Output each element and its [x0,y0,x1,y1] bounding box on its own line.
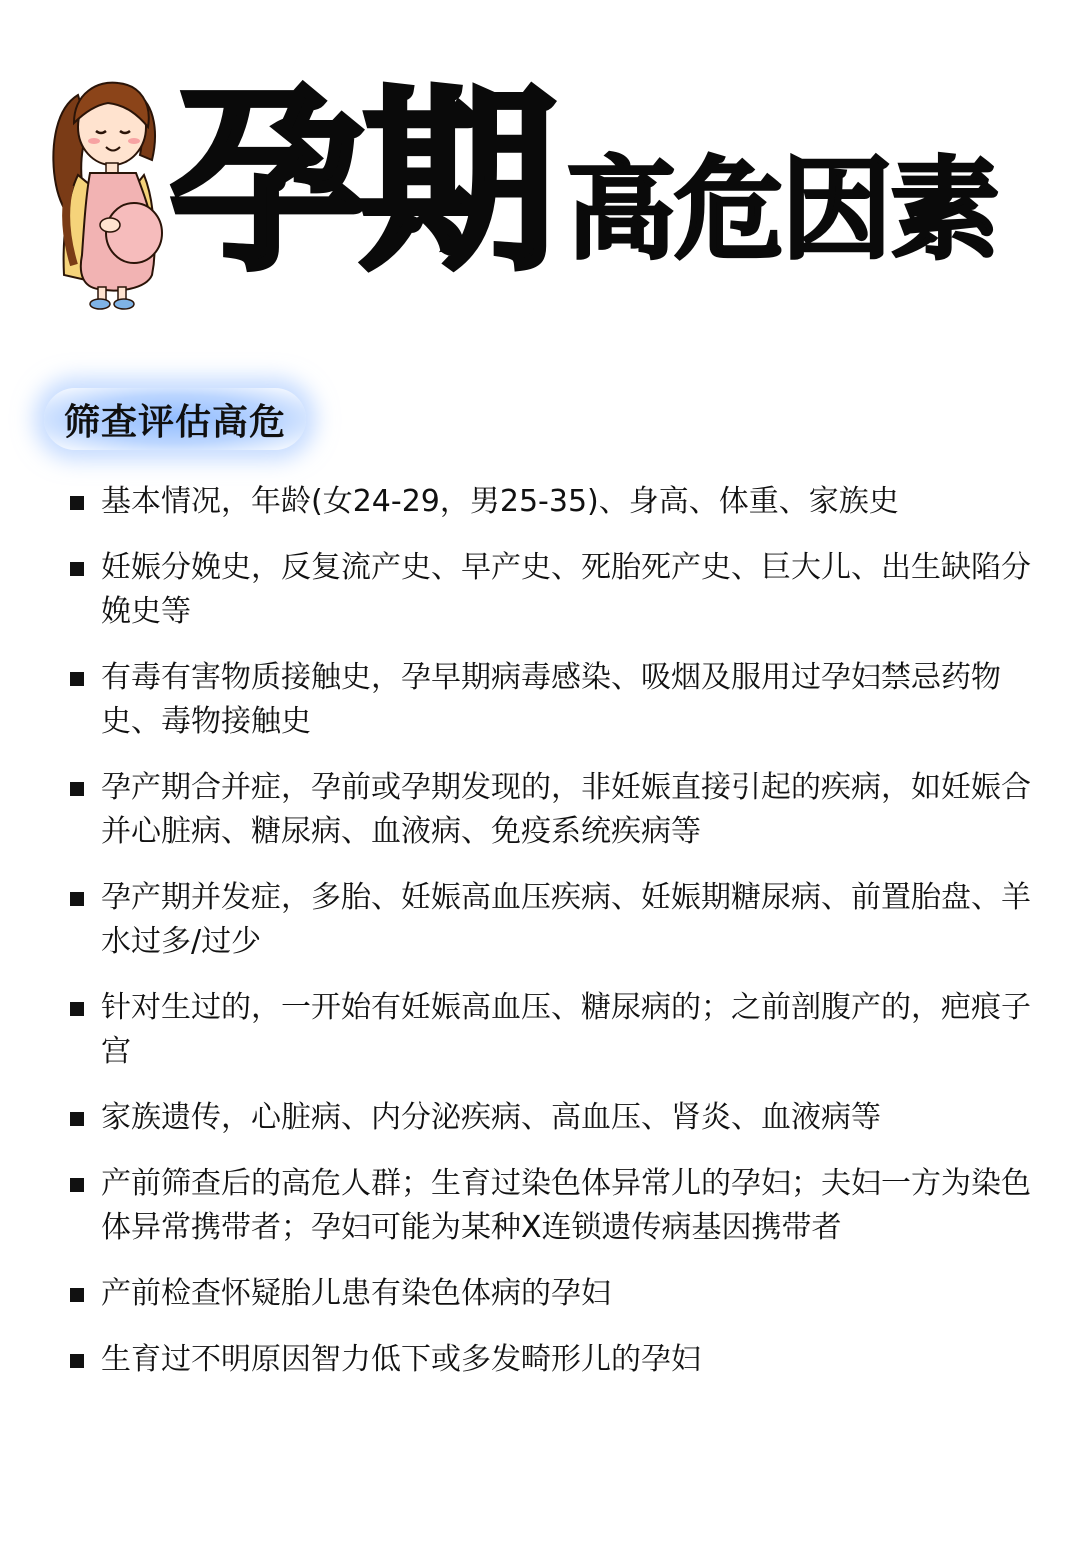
square-bullet-icon [70,1112,84,1126]
square-bullet-icon [70,1288,84,1302]
list-item-text: 产前检查怀疑胎儿患有染色体病的孕妇 [101,1276,611,1311]
square-bullet-icon [70,562,84,576]
pregnant-woman-icon [48,75,163,310]
list-item [68,986,1038,1074]
square-bullet-icon [70,1178,84,1192]
square-bullet-icon [70,892,84,906]
list-item-text: 家族遗传，心脏病、内分泌疾病、高血压、肾炎、血液病等 [101,1100,881,1135]
list-item [68,766,1038,854]
risk-factor-list [68,480,1038,1404]
square-bullet-icon [70,782,84,796]
header [0,0,1080,320]
square-bullet-icon [70,1002,84,1016]
section-tag-label: 筛查评估高危 [64,401,287,443]
list-item [68,1096,1038,1140]
list-item-text: 基本情况，年龄(女24-29，男25-35)、身高、体重、家族史 [101,484,899,519]
list-item [68,1162,1038,1250]
square-bullet-icon [70,496,84,510]
list-item [68,546,1038,634]
list-item-text: 针对生过的，一开始有妊娠高血压、糖尿病的；之前剖腹产的，疤痕子宫 [101,990,1031,1069]
list-item [68,656,1038,744]
square-bullet-icon [70,1354,84,1368]
title-sub: 高危因素 [566,146,998,274]
list-item [68,1272,1038,1316]
list-item [68,480,1038,524]
list-item-text: 生育过不明原因智力低下或多发畸形儿的孕妇 [101,1342,701,1377]
section-tag [44,388,306,450]
list-item-text: 有毒有害物质接触史，孕早期病毒感染、吸烟及服用过孕妇禁忌药物史、毒物接触史 [101,660,1001,739]
title-main: 孕期 [170,69,551,297]
square-bullet-icon [70,672,84,686]
list-item-text: 妊娠分娩史，反复流产史、早产史、死胎死产史、巨大儿、出生缺陷分娩史等 [101,550,1031,629]
list-item-text: 孕产期合并症，孕前或孕期发现的，非妊娠直接引起的疾病，如妊娠合并心脏病、糖尿病、血液病、免疫系统疾病等 [101,770,1031,849]
list-item [68,876,1038,964]
list-item-text: 孕产期并发症，多胎、妊娠高血压疾病、妊娠期糖尿病、前置胎盘、羊水过多/过少 [101,880,1031,959]
list-item [68,1338,1038,1382]
list-item-text: 产前筛查后的高危人群；生育过染色体异常儿的孕妇；夫妇一方为染色体异常携带者；孕妇可能为某种X连锁遗传病基因携带者 [101,1166,1031,1245]
